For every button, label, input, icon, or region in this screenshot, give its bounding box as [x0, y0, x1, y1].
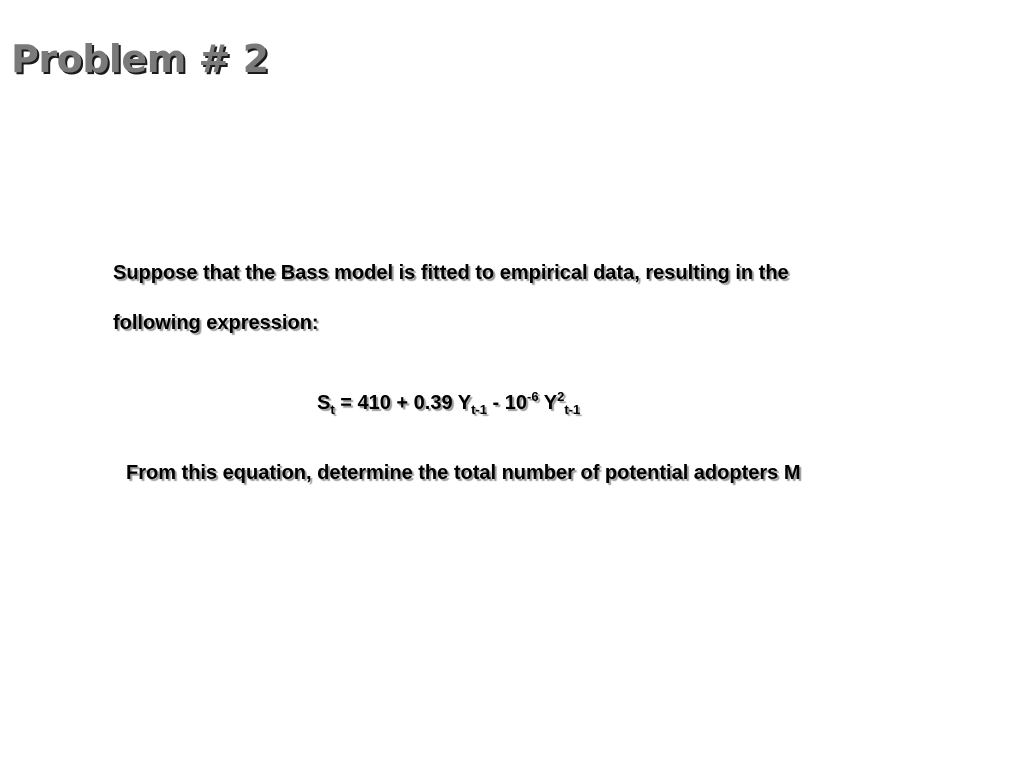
eq-coefficient-exponent: -6 — [527, 389, 539, 404]
eq-lhs-symbol: S — [317, 392, 331, 414]
eq-coefficient-base: 10 — [504, 392, 528, 414]
eq-term1-subscript: t-1 — [471, 402, 487, 417]
eq-term1-symbol: Y — [457, 392, 472, 414]
eq-minus-sign: - — [487, 392, 505, 414]
intro-text-line-1: Suppose that the Bass model is fitted to empirical data, resulting in the — [113, 262, 789, 284]
bass-model-equation — [317, 389, 581, 417]
eq-term2-subscript: t-1 — [564, 402, 581, 417]
eq-lhs-subscript: t — [330, 402, 335, 417]
intro-text-line-2: following expression: — [113, 312, 319, 334]
slide-title: Problem # 2 — [11, 37, 269, 81]
question-text: From this equation, determine the total number of potential adopters M — [126, 462, 801, 484]
eq-term2-symbol: Y — [538, 392, 558, 414]
eq-term2-exponent: 2 — [557, 389, 565, 404]
eq-constant-term: = 410 + 0.39 — [334, 392, 458, 414]
